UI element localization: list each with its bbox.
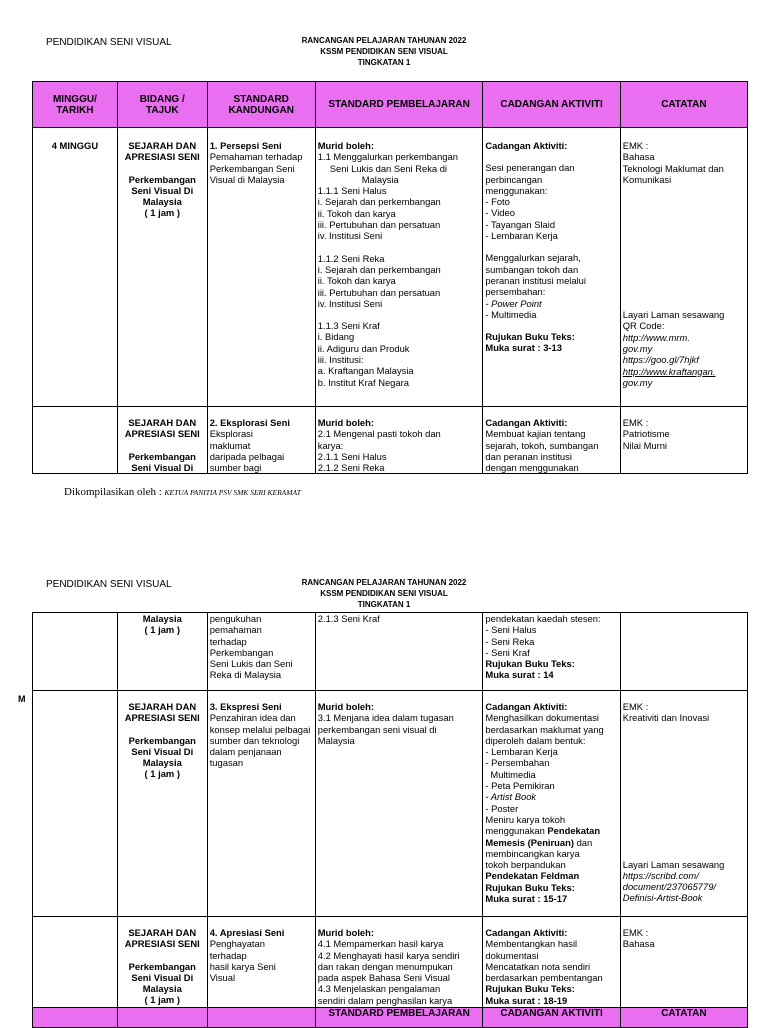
ca-line: - Video [485, 207, 515, 219]
sk-cell [207, 917, 315, 1008]
link-scribd-cont[interactable]: Definisi-Artist-Book [622, 892, 703, 904]
jam-value: ( 1 jam ) [144, 994, 180, 1006]
tajuk-value: Perkembangan Seni Visual Di Malaysia [128, 173, 196, 208]
page2-plan-table [32, 612, 748, 1028]
link-scribd-cont[interactable]: document/237065779/ [622, 881, 717, 893]
col-catatan-header [620, 82, 747, 128]
ca-line [485, 825, 617, 836]
ca-line: - Lembaran Kerja [485, 746, 558, 758]
sk-cell [207, 613, 315, 691]
ca-line: Cadangan Aktiviti: [485, 417, 568, 428]
col-bidang-label: BIDANG / TAJUK [139, 93, 185, 116]
ca-line: - Multimedia [485, 308, 537, 320]
tajuk-value: Malaysia [142, 613, 182, 624]
tajuk-value: Perkembangan Seni Visual Di [128, 450, 196, 473]
table-header-row [33, 82, 748, 128]
ca-line: Muka surat : 3-13 [485, 342, 562, 354]
page2-subject: PENDIDIKAN SENI VISUAL [46, 579, 172, 590]
ca-line: - Tayangan Slaid [485, 218, 556, 230]
sp-line: dan rakan dengan menumpukan [317, 960, 453, 972]
ca-emphasis: Pendekatan [547, 825, 601, 837]
page1-footer [64, 486, 301, 498]
sp-cell [315, 407, 483, 474]
col-catatan-label: CATATAN [661, 99, 707, 110]
sp-line: ii. Tokoh dan karya [317, 275, 396, 287]
sp-line: a. Kraftangan Malaysia [317, 365, 414, 377]
sp-line: pada aspek Bahasa Seni Visual [317, 972, 450, 984]
catatan-line: Kreativiti dan Inovasi [622, 712, 710, 724]
page2-title-line-3: TINGKATAN 1 [357, 600, 411, 609]
sk-line: sumber bagi [209, 462, 262, 474]
page1-title-line-1: RANCANGAN PELAJARAN TAHUNAN 2022 [301, 36, 467, 45]
sk-line: daripada pelbagai [209, 450, 285, 462]
col-sk-label: STANDARD KANDUNGAN [228, 93, 294, 116]
sk-body: Penzahiran idea dan konsep melalui pelbagai sumber dan teknologi dalam penjanaan tugasan [209, 712, 311, 769]
ca-cell [483, 613, 620, 691]
ca-line: Muka surat : 15-17 [485, 893, 568, 905]
ca-line: tokoh berpandukan [485, 859, 566, 871]
minggu-cell [33, 613, 118, 691]
catatan-line: QR Code: [622, 320, 665, 332]
sp-line: 2.1.1 Seni Halus [317, 450, 387, 462]
sk-cell [207, 407, 315, 474]
sk-line: pengukuhan [209, 613, 262, 624]
sp-line: iv. Institusi Seni [317, 230, 383, 242]
ca-line: - Persembahan [485, 757, 550, 769]
sp-line: 1.1.1 Seni Halus [317, 185, 387, 197]
jam-value: ( 1 jam ) [144, 768, 180, 780]
ca-line: Cadangan Aktiviti: [485, 701, 568, 712]
catatan-line: EMK : [622, 701, 649, 712]
link-mrm[interactable]: http://www.mrm. [622, 331, 690, 343]
footer-label: Dikompilasikan oleh : [64, 486, 162, 498]
sp-line: Murid boleh: [317, 927, 374, 938]
minggu-cell [33, 407, 118, 474]
tajuk-value: Perkembangan Seni Visual Di Malaysia [128, 960, 196, 995]
ca-line: persembahan: [485, 286, 546, 298]
catatan-line: Layari Laman sesawang [622, 309, 725, 321]
ca-line: Cadangan Aktiviti: [485, 927, 568, 938]
table-row [33, 691, 748, 917]
catatan-line: Teknologi Maklumat dan [622, 162, 724, 174]
table-header-row-repeat [33, 1008, 748, 1028]
catatan-cell [620, 691, 747, 917]
col-catatan-header [620, 1008, 747, 1028]
sp-line: 2.1.3 Seni Kraf [317, 613, 380, 624]
minggu-cell [33, 691, 118, 917]
col-minggu-header [33, 82, 118, 128]
table-row [33, 613, 748, 691]
col-sk-header [207, 1008, 315, 1028]
ca-cell [483, 407, 620, 474]
sp-line: iii. Pertubuhan dan persatuan [317, 286, 441, 298]
sp-line: ii. Tokoh dan karya [317, 207, 396, 219]
table-row [33, 407, 748, 474]
ca-line: Mencatatkan nota sendiri [485, 960, 591, 972]
col-sp-header [315, 82, 483, 128]
col-catatan-label: CATATAN [661, 1008, 707, 1019]
sk-cell [207, 128, 315, 407]
sk-line: Reka di Malaysia [209, 669, 282, 681]
ca-line: sumbangan tokoh dan [485, 263, 579, 275]
sp-line: 4.1 Mempamerkan hasil karya [317, 938, 444, 950]
ca-line: dengan menggunakan [485, 462, 579, 474]
ca-line: diperoleh dalam bentuk: [485, 734, 586, 746]
ca-line: berdasarkan maklumat yang [485, 723, 604, 735]
sp-cell [315, 613, 483, 691]
link-kraftangan-cont[interactable]: gov.my [622, 376, 653, 388]
col-ca-label: CADANGAN AKTIVITI [500, 1008, 603, 1019]
ca-line: Menggalurkan sejarah, [485, 252, 581, 264]
ca-cell [483, 128, 620, 407]
sp-line: Murid boleh: [317, 701, 374, 712]
ca-line: Menghasilkan dokumentasi [485, 712, 599, 724]
sp-cell [315, 691, 483, 917]
sp-line: Murid boleh: [317, 417, 374, 428]
tajuk-value: Perkembangan Seni Visual Di Malaysia [128, 734, 196, 769]
sk-line: hasil karya Seni [209, 960, 276, 972]
sp-line: Murid boleh: [317, 140, 374, 151]
ca-line: - Foto [485, 196, 510, 208]
minggu-value: 4 MINGGU [51, 140, 99, 151]
ca-line: Cadangan Aktiviti: [485, 140, 568, 151]
ca-line: peranan institusi melalui [485, 274, 586, 286]
sp-line: iii. Pertubuhan dan persatuan [317, 219, 441, 231]
catatan-line: EMK : [622, 417, 649, 428]
catatan-line: Nilai Murni [622, 439, 668, 451]
ca-cell [483, 917, 620, 1008]
sp-line: i. Bidang [317, 331, 355, 343]
ca-line: dan peranan institusi [485, 450, 572, 462]
minggu-cell [33, 128, 118, 407]
ca-line: Rujukan Buku Teks: [485, 881, 575, 893]
sp-line: b. Institut Kraf Negara [317, 376, 409, 388]
sk-title: 2. Eksplorasi Seni [209, 417, 290, 428]
ca-line: - Peta Pemikiran [485, 780, 555, 792]
ca-line: dokumentasi [485, 949, 539, 961]
sk-line: terhadap [209, 949, 247, 961]
catatan-line: Bahasa [622, 938, 655, 950]
sp-line: 2.1.2 Seni Reka [317, 462, 385, 474]
sp-line: karya: [317, 439, 344, 451]
footer-value: KETUA PANITIA PSV SMK SERI KERAMAT [164, 488, 301, 497]
ca-line: menggunakan: [485, 184, 548, 196]
bidang-value: SEJARAH DAN APRESIASI SENI [124, 140, 200, 163]
sp-line: iv. Institusi Seni [317, 297, 383, 309]
bidang-value: SEJARAH DAN APRESIASI SENI [124, 927, 200, 950]
bidang-value: SEJARAH DAN APRESIASI SENI [124, 417, 200, 440]
sp-line: perkembangan seni visual di [317, 723, 437, 735]
page1-title-block [264, 35, 504, 68]
sp-line: 1.1.3 Seni Kraf [317, 320, 380, 332]
bidang-value: SEJARAH DAN APRESIASI SENI [124, 701, 200, 724]
sk-line: terhadap [209, 635, 247, 647]
link-mrm-cont[interactable]: gov.my [622, 343, 653, 355]
ca-line: - Seni Kraf [485, 646, 530, 658]
ca-line: Rujukan Buku Teks: [485, 983, 575, 995]
ca-line: membincangkan karya [485, 847, 580, 859]
bidang-cell [117, 128, 207, 407]
ca-cell [483, 691, 620, 917]
jam-value: ( 1 jam ) [144, 207, 180, 219]
sp-line: 1.1.2 Seni Reka [317, 252, 385, 264]
margin-letter: M [18, 694, 26, 704]
page1-plan-table [32, 81, 748, 474]
catatan-cell [620, 128, 747, 407]
ca-line: Membuat kajian tentang [485, 428, 586, 440]
page1-subject: PENDIDIKAN SENI VISUAL [46, 37, 172, 48]
col-ca-header [483, 1008, 620, 1028]
col-sp-label: STANDARD PEMBELAJARAN [328, 1008, 470, 1019]
page2-title-block [264, 577, 504, 610]
ca-line: Rujukan Buku Teks: [485, 331, 575, 343]
col-bidang-header [117, 82, 207, 128]
col-minggu-label: MINGGU/ TARIKH [52, 93, 97, 116]
minggu-cell [33, 917, 118, 1008]
ca-line: berdasarkan pembentangan [485, 972, 603, 984]
sp-line: 3.1 Menjana idea dalam tugasan [317, 712, 454, 724]
col-bidang-header [117, 1008, 207, 1028]
col-sk-header [207, 82, 315, 128]
col-ca-label: CADANGAN AKTIVITI [500, 99, 603, 110]
ca-text: dan [573, 836, 593, 848]
sk-line: Visual [209, 972, 236, 984]
ca-line: Multimedia [490, 768, 536, 780]
catatan-line: Komunikasi [622, 173, 672, 185]
ca-line: - Seni Reka [485, 635, 535, 647]
catatan-cell [620, 917, 747, 1008]
sp-line: 1.1 Menggalurkan perkembangan [317, 151, 458, 163]
ca-line: - Power Point [485, 297, 542, 309]
sp-line: Malaysia [317, 734, 355, 746]
ca-line: Membentangkan hasil [485, 938, 578, 950]
page1-title-line-2: KSSM PENDIDIKAN SENI VISUAL [320, 47, 448, 56]
jam-value: ( 1 jam ) [144, 624, 180, 636]
sp-line: 2.1 Mengenal pasti tokoh dan [317, 428, 441, 440]
table-row [33, 128, 748, 407]
ca-line: - Artist Book [485, 791, 537, 803]
page1-title-line-3: TINGKATAN 1 [357, 58, 411, 67]
sp-line: Seni Lukis dan Seni Reka di [329, 162, 448, 174]
sk-body: Pemahaman terhadap Perkembangan Seni Visual di Malaysia [209, 151, 303, 185]
sp-line: Malaysia [361, 173, 399, 185]
sp-line: ii. Adiguru dan Produk [317, 342, 410, 354]
sp-line: i. Sejarah dan perkembangan [317, 263, 441, 275]
ca-emphasis: Memesis (Peniruan) [485, 836, 574, 848]
ca-line: pendekatan kaedah stesen: [485, 613, 601, 624]
ca-line: Meniru karya tokoh [485, 813, 566, 825]
sk-line: pemahaman [209, 624, 262, 636]
sk-line: maklumat [209, 439, 251, 451]
sp-line: 4.3 Menjelaskan pengalaman [317, 983, 441, 995]
col-sp-header [315, 1008, 483, 1028]
sp-line: i. Sejarah dan perkembangan [317, 196, 441, 208]
sk-title: 1. Persepsi Seni [209, 140, 282, 151]
sk-line: Seni Lukis dan Seni [209, 658, 293, 670]
page2-title-line-2: KSSM PENDIDIKAN SENI VISUAL [320, 589, 448, 598]
page2-title-line-1: RANCANGAN PELAJARAN TAHUNAN 2022 [301, 578, 467, 587]
col-minggu-header [33, 1008, 118, 1028]
link-kraftangan[interactable]: http://www.kraftangan. [622, 365, 716, 377]
sk-title: 4. Apresiasi Seni [209, 927, 285, 938]
bidang-cell [117, 917, 207, 1008]
ca-line: - Seni Halus [485, 624, 537, 636]
ca-line: - Poster [485, 802, 519, 814]
ca-line: Muka surat : 14 [485, 669, 554, 681]
sk-line: Eksplorasi [209, 428, 253, 440]
sp-line: sendiri dalam penghasilan karya [317, 994, 453, 1006]
ca-line: Pendekatan Feldman [485, 870, 580, 882]
sp-cell [315, 917, 483, 1008]
bidang-cell [117, 407, 207, 474]
ca-line: Muka surat : 18-19 [485, 994, 568, 1006]
sk-cell [207, 691, 315, 917]
sp-line: iii. Institusi: [317, 354, 364, 366]
ca-line: Rujukan Buku Teks: [485, 658, 575, 670]
ca-line [485, 837, 617, 848]
ca-line: - Lembaran Kerja [485, 230, 558, 242]
sk-line: Penghayatan [209, 938, 265, 950]
bidang-cell [117, 613, 207, 691]
catatan-cell [620, 407, 747, 474]
catatan-line: EMK : [622, 927, 649, 938]
col-ca-header [483, 82, 620, 128]
sp-cell [315, 128, 483, 407]
catatan-line: EMK : [622, 140, 649, 151]
table-row [33, 917, 748, 1008]
sk-line: Perkembangan [209, 646, 274, 658]
link-scribd[interactable]: https://scribd.com/ [622, 869, 699, 881]
ca-text: menggunakan [485, 825, 548, 837]
sp-line: 4.2 Menghayati hasil karya sendiri [317, 949, 460, 961]
sk-title: 3. Ekspresi Seni [209, 701, 282, 712]
col-sp-label: STANDARD PEMBELAJARAN [328, 99, 470, 110]
link-goo[interactable]: https://goo.gl/7hjkf [622, 354, 699, 366]
catatan-cell [620, 613, 747, 691]
catatan-line: Bahasa [622, 151, 655, 163]
ca-line: Sesi penerangan dan [485, 162, 575, 174]
bidang-cell [117, 691, 207, 917]
catatan-line: Patriotisme [622, 428, 670, 440]
ca-line: perbincangan [485, 173, 543, 185]
catatan-line: Layari Laman sesawang [622, 858, 725, 870]
ca-line: sejarah, tokoh, sumbangan [485, 439, 599, 451]
